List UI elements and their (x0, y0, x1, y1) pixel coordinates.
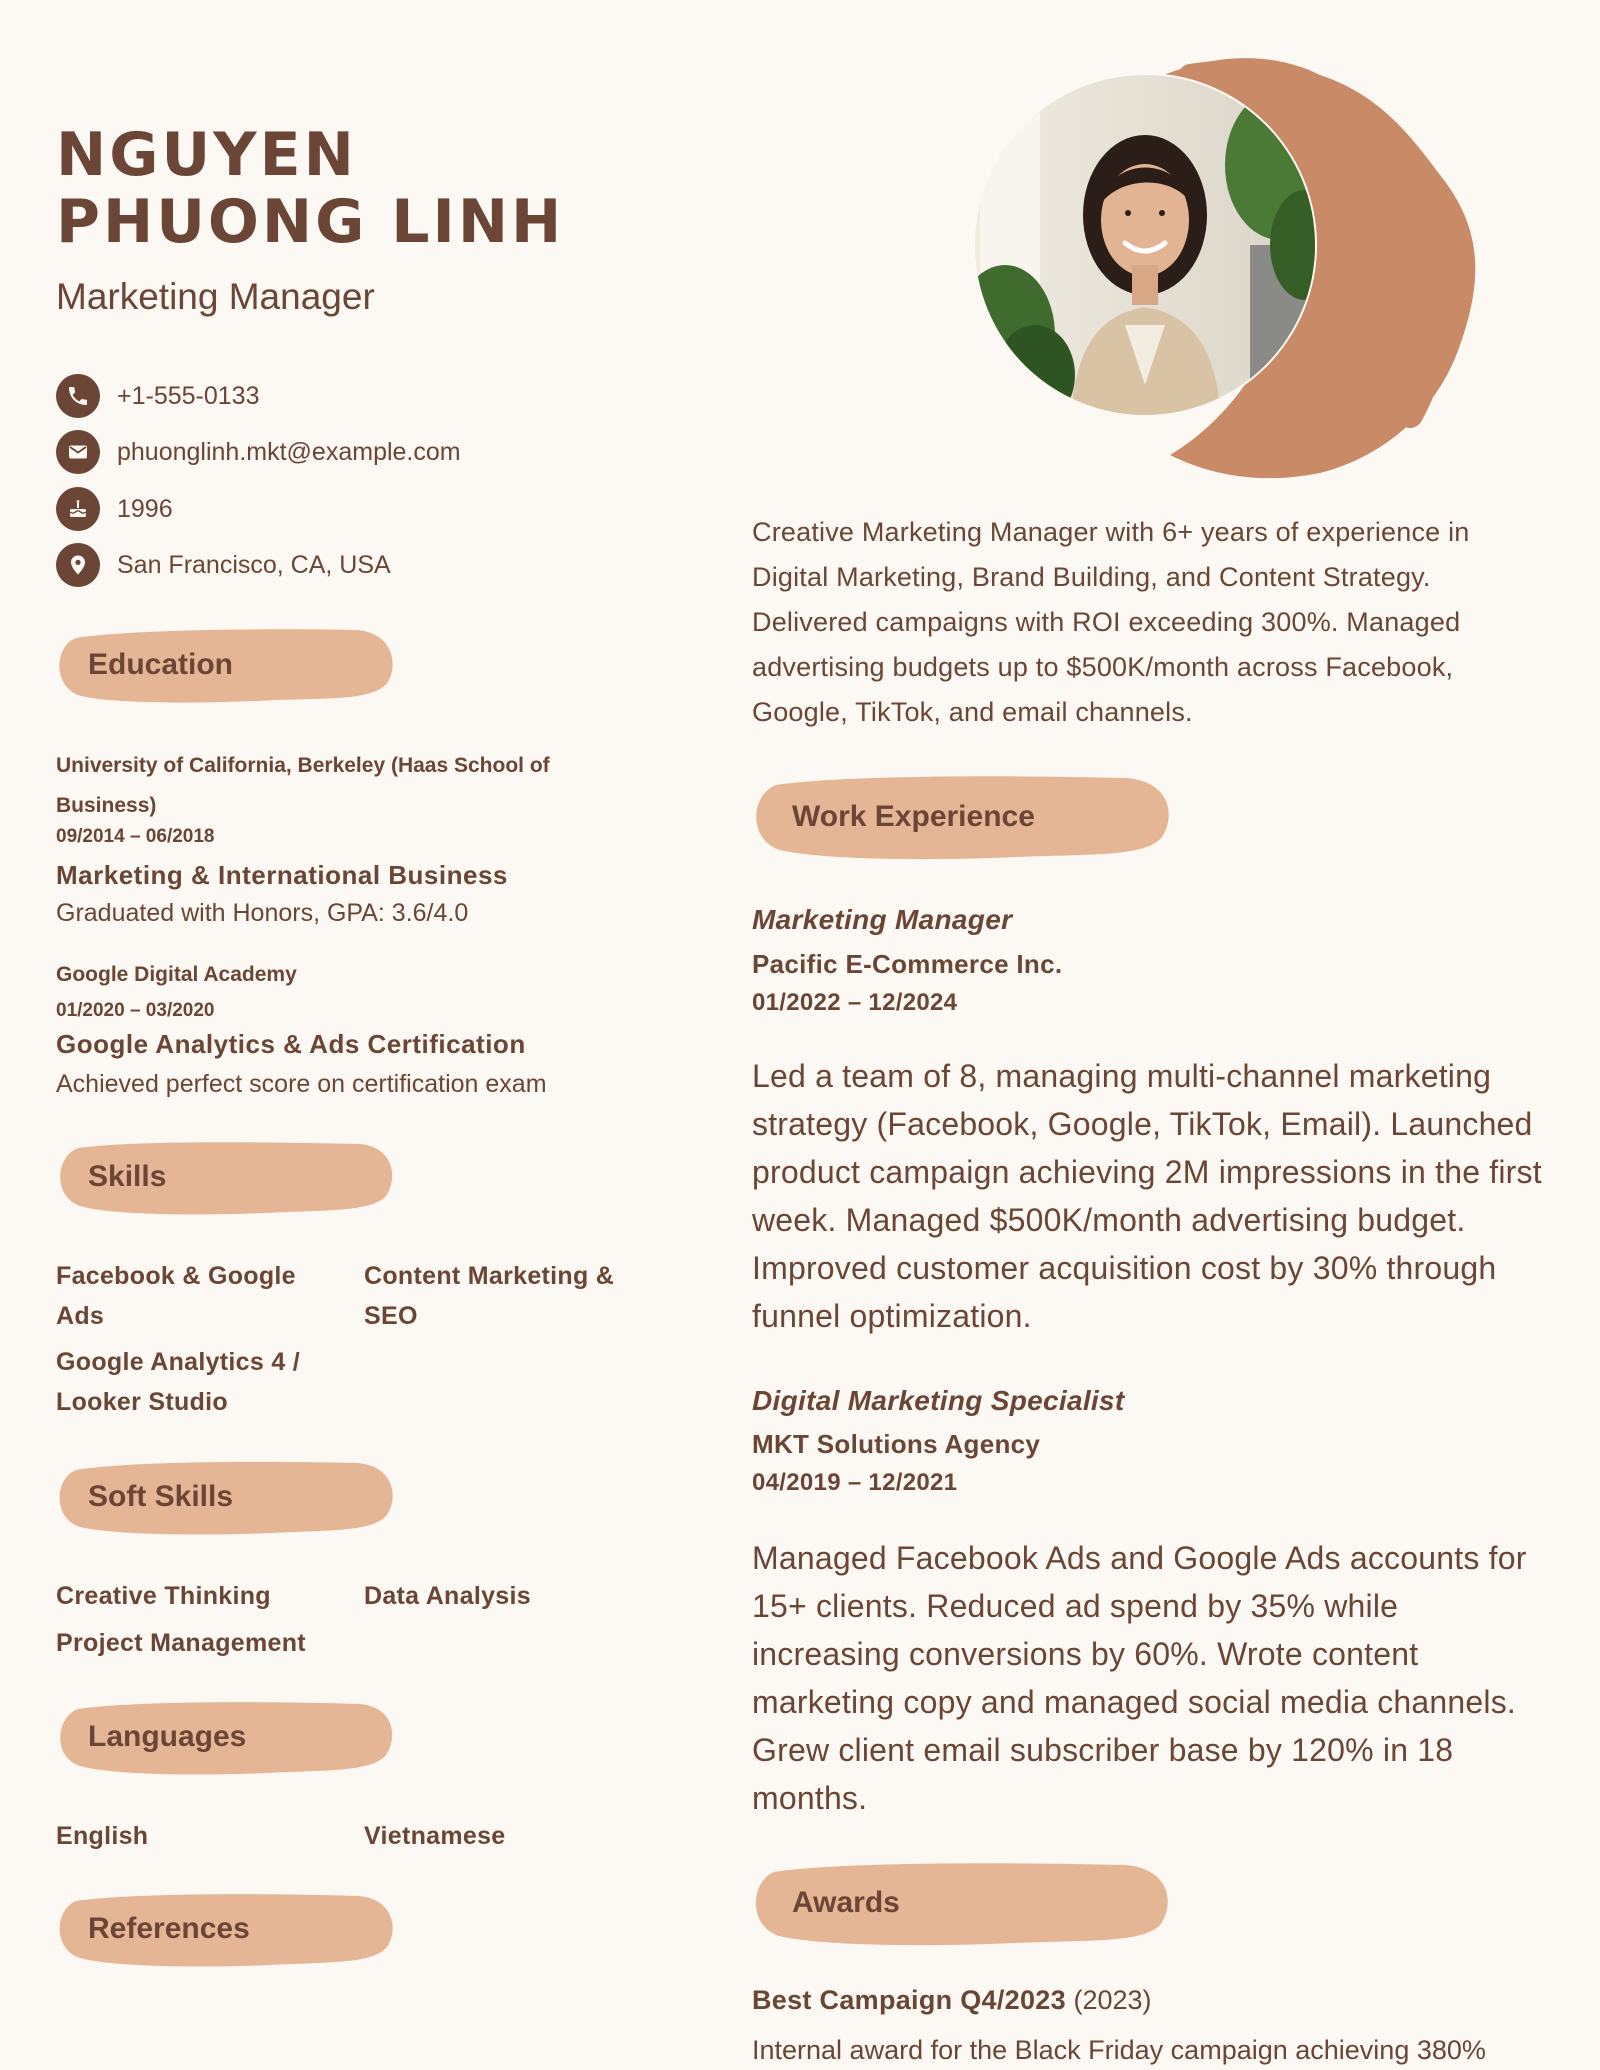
skill-tag: Facebook & Google Ads (56, 1262, 296, 1330)
cake-icon (56, 487, 100, 531)
education-heading-label: Education (88, 648, 234, 681)
award-description: Internal award for the Black Friday campaign achieving 380% (752, 2035, 1486, 2065)
candidate-name (56, 122, 564, 256)
education-note: Graduated with Honors, GPA: 3.6/4.0 (56, 899, 469, 927)
language-tag: Vietnamese (364, 1822, 506, 1850)
skill-tag: Content Marketing & SEO (364, 1262, 615, 1330)
contact-location (56, 542, 656, 588)
job-role: Marketing Manager (56, 276, 375, 317)
soft-skill-tag: Project Management (56, 1629, 306, 1657)
job-title: Digital Marketing Specialist (752, 1385, 1125, 1416)
job-description: Led a team of 8, managing multi-channel marketing strategy (Facebook, Google, TikTok, Email). Launched product campaign achieving 2M impressions in the first week. Managed $500K/month advertising budget. Improved customer acquisition cost by 30% through funnel optimization. (752, 1058, 1542, 1334)
location-pin-icon (56, 543, 100, 587)
name-line-2: PHUONG LINH (56, 187, 565, 257)
references-heading-label: References (88, 1912, 250, 1945)
work-experience-heading-label: Work Experience (792, 800, 1035, 833)
language-tag: English (56, 1822, 149, 1850)
location-text: San Francisco, CA, USA (117, 550, 391, 579)
job-title: Marketing Manager (752, 904, 1013, 935)
email-text: phuonglinh.mkt@example.com (117, 437, 461, 466)
soft-skills-heading-label: Soft Skills (88, 1480, 234, 1513)
awards-heading-label: Awards (792, 1886, 900, 1919)
education-degree: Google Analytics & Ads Certification (56, 1029, 526, 1059)
references-heading (56, 1888, 396, 1970)
soft-skill-tag: Data Analysis (364, 1582, 531, 1610)
name-line-1: NGUYEN (56, 120, 357, 190)
contact-phone (56, 373, 656, 419)
birth-year-text: 1996 (117, 494, 173, 523)
work-experience-heading (752, 776, 1172, 858)
soft-skills-heading (56, 1456, 396, 1538)
job-dates: 04/2019 – 12/2021 (752, 1469, 958, 1496)
email-icon (56, 430, 100, 474)
award-entry (752, 1985, 1152, 2016)
education-degree: Marketing & International Business (56, 860, 508, 890)
skills-heading-label: Skills (88, 1160, 167, 1193)
education-note: Achieved perfect score on certification exam (56, 1070, 547, 1098)
education-school: University of California, Berkeley (Haas School of Business) (56, 754, 550, 817)
job-dates: 01/2022 – 12/2024 (752, 989, 958, 1016)
skill-tag: Google Analytics 4 / Looker Studio (56, 1348, 301, 1416)
skills-heading (56, 1136, 396, 1218)
soft-skill-tag: Creative Thinking (56, 1582, 271, 1610)
award-name: Best Campaign Q4/2023 (752, 1985, 1066, 2015)
phone-text: +1-555-0133 (117, 381, 260, 410)
profile-summary: Creative Marketing Manager with 6+ years of experience in Digital Marketing, Brand Building, and Content Strategy. Delivered campaigns with ROI exceeding 300%. Managed advertising budgets up to $500K/month across Facebook, Google, TikTok, and email channels. (752, 517, 1470, 727)
job-description: Managed Facebook Ads and Google Ads accounts for 15+ clients. Reduced ad spend by 35% while increasing conversions by 60%. Wrote content marketing copy and managed social media channels. Grew client email subscriber base by 120% in 18 months. (752, 1540, 1527, 1816)
education-dates: 01/2020 – 03/2020 (56, 1000, 215, 1021)
awards-heading (752, 1862, 1172, 1944)
contact-birthday (56, 486, 656, 532)
languages-heading-label: Languages (88, 1720, 247, 1753)
phone-icon (56, 374, 100, 418)
job-company: Pacific E-Commerce Inc. (752, 949, 1063, 979)
profile-photo (960, 45, 1485, 485)
contact-email (56, 429, 656, 475)
job-company: MKT Solutions Agency (752, 1429, 1041, 1459)
award-year: (2023) (1073, 1985, 1152, 2015)
education-heading (56, 624, 396, 706)
languages-heading (56, 1696, 396, 1778)
education-school: Google Digital Academy (56, 963, 297, 986)
education-dates: 09/2014 – 06/2018 (56, 826, 215, 847)
